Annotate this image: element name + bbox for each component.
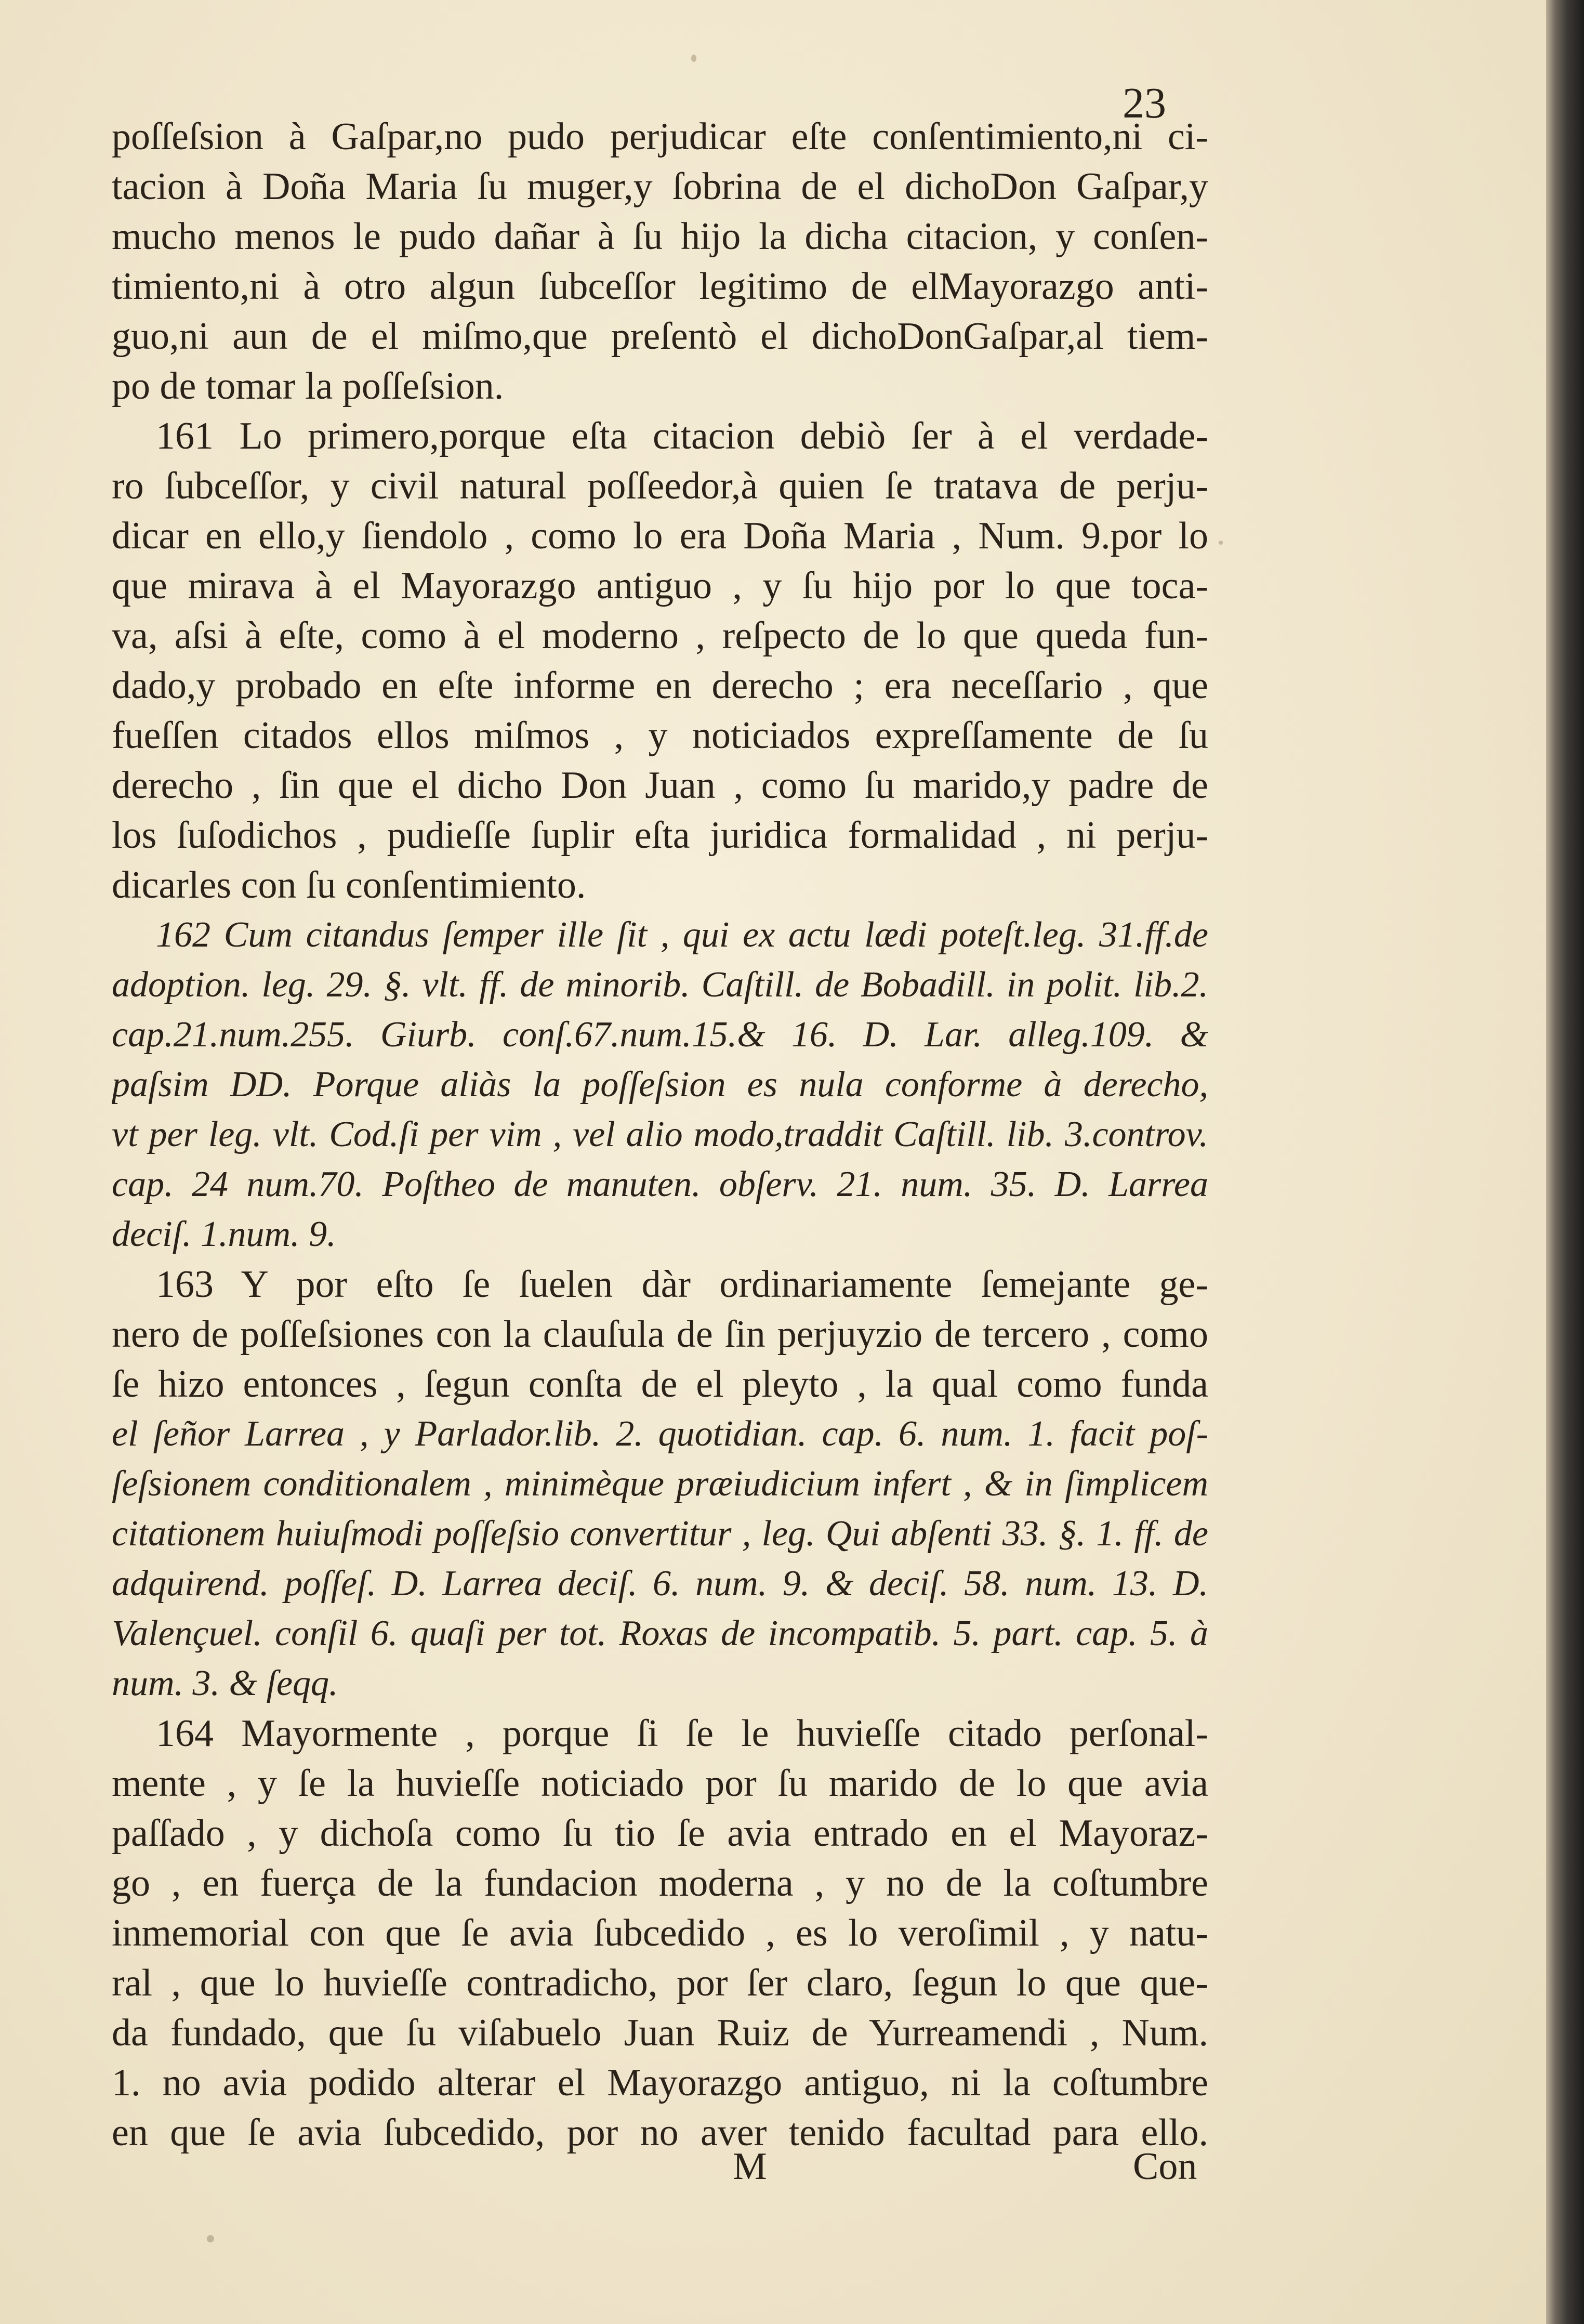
page-number: 23 [1123, 79, 1166, 127]
text-line: adquirend. poſſeſ. D. Larrea deciſ. 6. num. 9. & deciſ. 58. num. 13. D. [112, 1564, 1208, 1604]
text-line: Valençuel. conſil 6. quaſi per tot. Roxas de incompatib. 5. part. cap. 5. à [112, 1613, 1208, 1653]
text-line: guo,ni aun de el miſmo,que preſentò el dichoDonGaſpar,al tiem- [112, 315, 1208, 358]
text-line: fueſſen citados ellos miſmos , y noticiados expreſſamente de ſu [112, 714, 1208, 757]
ink-spot [691, 55, 696, 62]
signature-mark: M [733, 2145, 767, 2188]
text-line: dicar en ello,y ſiendolo , como lo era Doña Maria , Num. 9.por lo [112, 515, 1208, 557]
text-line: ſe hizo entonces , ſegun conſta de el pleyto , la qual como funda [112, 1363, 1208, 1406]
text-line: ral , que lo huvieſſe contradicho, por ſer claro, ſegun lo que que- [112, 1962, 1208, 2004]
text-line: ſeſsionem conditionalem , minimèque præiudicium infert , & in ſimplicem [112, 1464, 1208, 1504]
text-line: po de tomar la poſſeſsion. [112, 365, 504, 408]
text-line: el ſeñor Larrea , y Parlador.lib. 2. quotidian. cap. 6. num. 1. facit poſ- [112, 1414, 1208, 1454]
text-line: citationem huiuſmodi poſſeſsio convertitur , leg. Qui abſenti 33. §. 1. ff. de [112, 1514, 1208, 1554]
text-line: 161 Lo primero,porque eſta citacion debiò ſer à el verdade- [156, 415, 1208, 457]
text-line: 162 Cum citandus ſemper ille ſit , qui ex actu lædi poteſt.leg. 31.ff.de [156, 915, 1208, 955]
text-line: inmemorial con que ſe avia ſubcedido , es lo veroſimil , y natu- [112, 1912, 1208, 1954]
text-line: los ſuſodichos , pudieſſe ſuplir eſta juridica formalidad , ni perju- [112, 814, 1208, 857]
text-line: deciſ. 1.num. 9. [112, 1214, 336, 1254]
text-line: nero de poſſeſsiones con la clauſula de ſin perjuyzio de tercero , como [112, 1313, 1208, 1356]
ink-spot [1219, 541, 1223, 545]
page-edge-shadow [1546, 0, 1584, 2324]
text-line: cap.21.num.255. Giurb. conſ.67.num.15.& 16. D. Lar. alleg.109. & [112, 1015, 1208, 1055]
catchword: Con [1133, 2145, 1197, 2188]
text-line: cap. 24 num.70. Poſtheo de manuten. obſerv. 21. num. 35. D. Larrea [112, 1164, 1208, 1204]
text-line: poſſeſsion à Gaſpar,no pudo perjudicar eſte conſentimiento,ni ci- [112, 115, 1208, 158]
text-line: en que ſe avia ſubcedido, por no aver tenido facultad para ello. [112, 2111, 1208, 2154]
text-line: va, aſsi à eſte, como à el moderno , reſpecto de lo que queda fun- [112, 614, 1208, 657]
text-line: 1. no avia podido alterar el Mayorazgo antiguo, ni la coſtumbre [112, 2062, 1208, 2104]
text-body [112, 112, 1208, 2158]
text-line: mucho menos le pudo dañar à ſu hijo la dicha citacion, y conſen- [112, 215, 1208, 258]
text-line: mente , y ſe la huvieſſe noticiado por ſu marido de lo que avia [112, 1762, 1208, 1805]
text-line: paſsim DD. Porque aliàs la poſſeſsion es nula conforme à derecho, [112, 1065, 1208, 1105]
text-line: ro ſubceſſor, y civil natural poſſeedor,à quien ſe tratava de perju- [112, 465, 1208, 507]
text-line: derecho , ſin que el dicho Don Juan , como ſu marido,y padre de [112, 764, 1208, 807]
text-line: dado,y probado en eſte informe en derecho ; era neceſſario , que [112, 664, 1208, 707]
ink-spot [207, 2235, 214, 2242]
text-line: paſſado , y dichoſa como ſu tio ſe avia entrado en el Mayoraz- [112, 1812, 1208, 1855]
text-line: 164 Mayormente , porque ſi ſe le huvieſſe citado perſonal- [156, 1712, 1208, 1755]
text-line: tacion à Doña Maria ſu muger,y ſobrina de el dichoDon Gaſpar,y [112, 165, 1208, 208]
text-line: vt per leg. vlt. Cod.ſi per vim , vel alio modo,traddit Caſtill. lib. 3.controv. [112, 1114, 1208, 1154]
text-line: da fundado, que ſu viſabuelo Juan Ruiz de Yurreamendi , Num. [112, 2012, 1208, 2054]
text-line: que mirava à el Mayorazgo antiguo , y ſu hijo por lo que toca- [112, 564, 1208, 607]
text-line: go , en fuerça de la fundacion moderna , y no de la coſtumbre [112, 1862, 1208, 1905]
text-line: num. 3. & ſeqq. [112, 1663, 338, 1703]
text-line: timiento,ni à otro algun ſubceſſor legitimo de elMayorazgo anti- [112, 265, 1208, 308]
text-line: adoption. leg. 29. §. vlt. ff. de minorib. Caſtill. de Bobadill. in polit. lib.2. [112, 965, 1208, 1005]
text-line: 163 Y por eſto ſe ſuelen dàr ordinariamente ſemejante ge- [156, 1263, 1208, 1306]
text-line: dicarles con ſu conſentimiento. [112, 864, 586, 907]
